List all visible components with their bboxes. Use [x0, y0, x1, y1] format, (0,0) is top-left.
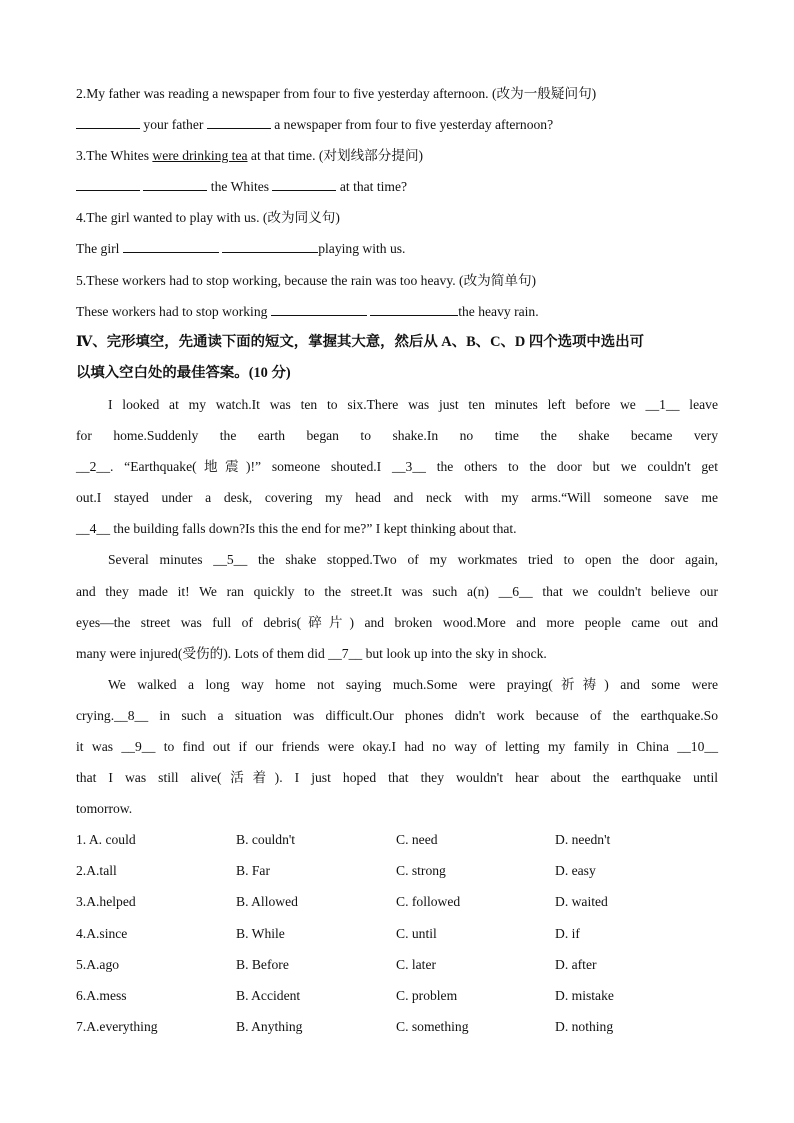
question-2-instruction: (改为一般疑问句) [491, 86, 597, 101]
question-5-instruction: (改为简单句) [459, 272, 537, 288]
worksheet-page [76, 78, 718, 1042]
option-d[interactable]: D. easy [555, 863, 596, 879]
question-4-text: 4.The girl wanted to play with us. [76, 210, 260, 226]
option-d[interactable]: D. mistake [555, 987, 614, 1003]
question-5 [76, 265, 718, 296]
answer-blank[interactable] [123, 238, 219, 253]
option-row [76, 1011, 718, 1042]
question-2-text: 2.My father was reading a newspaper from four to five yesterday afternoon. [76, 86, 489, 101]
underlined-phrase: were drinking tea [152, 148, 248, 164]
option-d[interactable]: D. nothing [555, 1018, 614, 1034]
option-a[interactable]: 1. A. could [76, 832, 136, 848]
question-3-answer-line [76, 171, 718, 202]
option-d[interactable]: D. if [555, 925, 580, 941]
option-row [76, 886, 718, 917]
passage-paragraph-2 [76, 544, 718, 668]
answer-blank[interactable] [207, 114, 271, 129]
option-a[interactable]: 5.A.ago [76, 956, 120, 972]
answer-blank[interactable] [143, 176, 207, 191]
option-b[interactable]: B. couldn't [236, 832, 296, 848]
option-d[interactable]: D. waited [555, 894, 608, 910]
question-2-answer-line [76, 109, 718, 140]
passage-line: crying.__8__ in such a situation was difficult.Our phones didn't work because of the earthquake.So [76, 707, 718, 723]
option-b[interactable]: B. Before [236, 956, 289, 972]
passage-line: and they made it! We ran quickly to the street.It was such a(n) __6__ that we couldn't believe our [76, 583, 718, 599]
question-4-instruction: (改为同义句) [262, 210, 340, 226]
option-b[interactable]: B. While [236, 925, 285, 941]
passage-line: I looked at my watch.It was ten to six.There was just ten minutes left before we __1__ leave [108, 396, 718, 412]
answer-blank[interactable] [272, 176, 336, 191]
passage-line: tomorrow. [76, 801, 133, 817]
section-heading-line-1: Ⅳ、完形填空，先通读下面的短文，掌握其大意，然后从 A、B、C、D 四个选项中选出可 [76, 333, 644, 350]
option-c[interactable]: C. until [396, 925, 437, 941]
option-b[interactable]: B. Anything [236, 1018, 303, 1034]
option-c[interactable]: C. strong [396, 863, 446, 879]
answer-blank[interactable] [222, 238, 318, 253]
option-a[interactable]: 3.A.helped [76, 894, 136, 910]
passage-line: that I was still alive(活着). I just hoped that they wouldn't hear about the earthquake until [76, 770, 718, 786]
option-row [76, 949, 718, 980]
passage-paragraph-3 [76, 669, 718, 824]
question-3-text: 3.The Whites [76, 148, 153, 164]
question-5-text: 5.These workers had to stop working, because the rain was too heavy. [76, 272, 456, 288]
question-3-text-end: at that time. [247, 148, 316, 164]
option-c[interactable]: C. something [396, 1018, 469, 1034]
section-heading-line-2: 以填入空白处的最佳答案。(10 分) [76, 364, 291, 381]
option-a[interactable]: 4.A.since [76, 925, 128, 941]
option-row [76, 824, 718, 855]
passage-line: __4__ the building falls down?Is this the end for me?” I kept thinking about that. [76, 521, 517, 537]
section-heading-cont [76, 358, 718, 389]
option-c[interactable]: C. later [396, 956, 437, 972]
passage-line: out.I stayed under a desk, covering my head and neck with my arms.“Will someone save me [76, 490, 718, 506]
option-a[interactable]: 6.A.mess [76, 987, 127, 1003]
option-a[interactable]: 7.A.everything [76, 1018, 158, 1034]
question-4 [76, 202, 718, 233]
option-a[interactable]: 2.A.tall [76, 863, 117, 879]
question-3-instruction: (对划线部分提问) [318, 148, 424, 164]
question-4-answer-line [76, 233, 718, 264]
answer-text: The girl [76, 241, 123, 257]
option-d[interactable]: D. needn't [555, 832, 611, 848]
answer-text: a newspaper from four to five yesterday afternoon? [270, 117, 554, 133]
answer-text: the heavy rain. [458, 303, 539, 319]
answer-text: at that time? [336, 179, 408, 195]
answer-blank[interactable] [76, 176, 140, 191]
answer-text: the Whites [207, 179, 273, 195]
passage-line: eyes—the street was full of debris(碎片) and broken wood.More and more people came out and [76, 614, 718, 630]
question-2 [76, 78, 718, 109]
option-c[interactable]: C. problem [396, 987, 458, 1003]
answer-blank[interactable] [370, 301, 458, 316]
option-c[interactable]: C. followed [396, 894, 461, 910]
passage-paragraph-1 [76, 389, 718, 544]
question-5-answer-line [76, 296, 718, 327]
option-b[interactable]: B. Allowed [236, 894, 298, 910]
options-list [76, 824, 718, 1042]
passage-line: We walked a long way home not saying much.Some were praying(祈祷) and some were [108, 676, 718, 692]
option-row [76, 855, 718, 886]
section-heading [76, 327, 718, 358]
answer-text: your father [140, 117, 207, 133]
option-d[interactable]: D. after [555, 956, 597, 972]
passage-line: Several minutes __5__ the shake stopped.Two of my workmates tried to open the door again, [108, 552, 718, 568]
answer-blank[interactable] [76, 114, 140, 129]
answer-text: playing with us. [318, 241, 406, 257]
option-row [76, 980, 718, 1011]
option-b[interactable]: B. Far [236, 863, 270, 879]
question-3 [76, 140, 718, 171]
option-row [76, 918, 718, 949]
answer-blank[interactable] [271, 301, 367, 316]
passage-line: __2__. “Earthquake(地震)!” someone shouted.I __3__ the others to the door but we couldn't get [76, 459, 718, 475]
answer-text: These workers had to stop working [76, 303, 271, 319]
passage-line: for home.Suddenly the earth began to shake.In no time the shake became very [76, 428, 718, 444]
option-c[interactable]: C. need [396, 832, 438, 848]
option-b[interactable]: B. Accident [236, 987, 301, 1003]
passage-line: it was __9__ to find out if our friends were okay.I had no way of letting my family in China __10__ [76, 738, 718, 754]
passage-line: many were injured(受伤的). Lots of them did __7__ but look up into the sky in shock. [76, 645, 547, 661]
